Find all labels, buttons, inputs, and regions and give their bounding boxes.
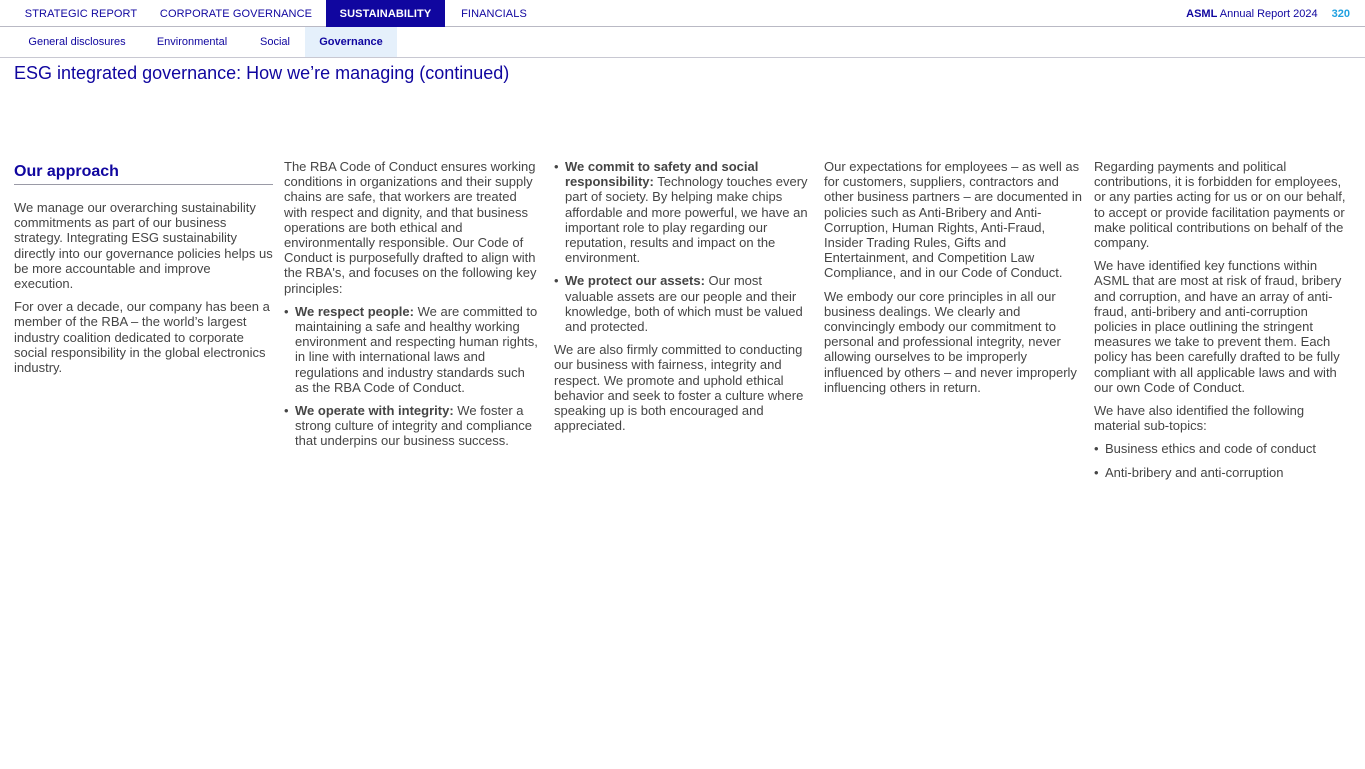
page-number: 320 [1331, 8, 1350, 20]
column-rba-code [284, 159, 542, 457]
key-functions-paragraph: We have identified key functions within ASML that are most at risk of fraud, bribery and corruption, and have an array of anti-fraud, anti-bribery and anti-corruption policies in place outlining the stringent measures we take to prevent them. Each policy has been carefully drafted to be fully compliant with all applicable laws and with our own Code of Conduct. [1094, 258, 1342, 395]
column-our-approach [14, 159, 273, 383]
bullet-marker: • [284, 303, 289, 319]
subtab-environmental[interactable]: Environmental [156, 36, 228, 48]
sub-topics-intro: We have also identified the following material sub-topics: [1094, 403, 1305, 434]
principle-respect-people [284, 304, 542, 395]
approach-paragraph-1: We manage our overarching sustainability commitments as part of our business strategy. Integrating ESG sustainability directly into our governance policies helps us be more accountable and improve execution. [14, 200, 273, 292]
brand-report-title: Annual Report 2024 [1217, 8, 1318, 20]
approach-paragraph-2: For over a decade, our company has been a member of the RBA – the world’s largest industry coalition dedicated to corporate social responsibility in the global electronics industry. [14, 299, 270, 376]
column-payments [1094, 159, 1352, 488]
principle-text: Technology touches every part of society. By helping make chips affordable and more powerful, we have an important role to play regarding our reputation, results and impact on the environment. [565, 174, 808, 266]
column-principles-continued [554, 159, 812, 441]
tab-sustainability[interactable]: SUSTAINABILITY [326, 0, 445, 27]
subtab-social[interactable]: Social [260, 36, 290, 48]
bullet-marker: • [554, 159, 559, 174]
report-brand [1186, 0, 1350, 27]
sub-topic-text: Anti-bribery and anti-corruption [1105, 464, 1284, 480]
sub-topic-text: Business ethics and code of conduct [1105, 441, 1317, 457]
tab-corporate-governance[interactable]: CORPORATE GOVERNANCE [159, 8, 313, 20]
bullet-marker: • [554, 273, 559, 289]
bullet-marker: • [1094, 441, 1099, 457]
subtab-general-disclosures[interactable]: General disclosures [28, 36, 126, 48]
expectations-paragraph: Our expectations for employees – as well as for customers, suppliers, contractors and other business partners – are documented in policies such as Anti-Bribery and Anti-Corruption, Human Rights, Anti-Fraud, Insider Trading Rules, Gifts and Entertainment, and Competition Law Compliance, and in our Code of Conduct. [824, 159, 1082, 281]
principle-title: We commit to safety and social responsibility: [565, 159, 759, 190]
principle-title: We protect our assets: [565, 273, 705, 289]
tab-strategic-report[interactable]: STRATEGIC REPORT [24, 8, 138, 20]
fairness-paragraph: We are also firmly committed to conducting our business with fairness, integrity and respect. We promote and uphold ethical behavior and seek to foster a culture where speaking up is both encouraged and appreciated. [554, 342, 804, 434]
brand-name: ASML [1186, 8, 1218, 20]
principle-title: We respect people: [295, 303, 414, 319]
principle-operate-integrity [284, 403, 542, 449]
subtab-governance[interactable]: Governance [305, 27, 397, 57]
column-expectations [824, 159, 1082, 403]
sub-topic-item [1094, 441, 1352, 456]
sub-topic-item [1094, 465, 1352, 480]
principle-text: We are committed to maintaining a safe and healthy working environment and respecting human rights, in line with international laws and regulations and industry standards such as the RBA Code of Conduct. [295, 303, 538, 395]
page-title: ESG integrated governance: How we’re managing (continued) [14, 63, 510, 83]
principle-text: Our most valuable assets are our people and their knowledge, both of which must be valued and protected. [565, 273, 803, 335]
principle-text: We foster a strong culture of integrity and compliance that underpins our business success. [295, 403, 533, 449]
top-navigation [0, 0, 1365, 27]
payments-paragraph: Regarding payments and political contributions, it is forbidden for employees, or any parties acting for us or on our behalf, to accept or provide facilitation payments or make political contributions on behalf of the company. [1094, 159, 1346, 251]
principle-protect-assets [554, 273, 812, 334]
section-heading-our-approach: Our approach [14, 159, 273, 185]
principle-safety-social [554, 159, 812, 265]
bullet-marker: • [284, 403, 289, 419]
rba-code-paragraph: The RBA Code of Conduct ensures working conditions in organizations and their supply chains are safe, that workers are treated with respect and dignity, and that business operations are both ethical and environmentally responsible. Our Code of Conduct is purposefully drafted to align with the RBA's, and focuses on the following key principles: [284, 159, 537, 296]
principle-title: We operate with integrity: [295, 403, 454, 419]
core-principles-paragraph: We embody our core principles in all our business dealings. We clearly and convincingly embody our commitment to personal and professional integrity, never allowing ourselves to be improperly influenced by others – and never improperly influencing others in return. [824, 288, 1077, 395]
sub-navigation [0, 27, 1365, 58]
tab-financials[interactable]: FINANCIALS [461, 8, 527, 20]
bullet-marker: • [1094, 464, 1099, 480]
